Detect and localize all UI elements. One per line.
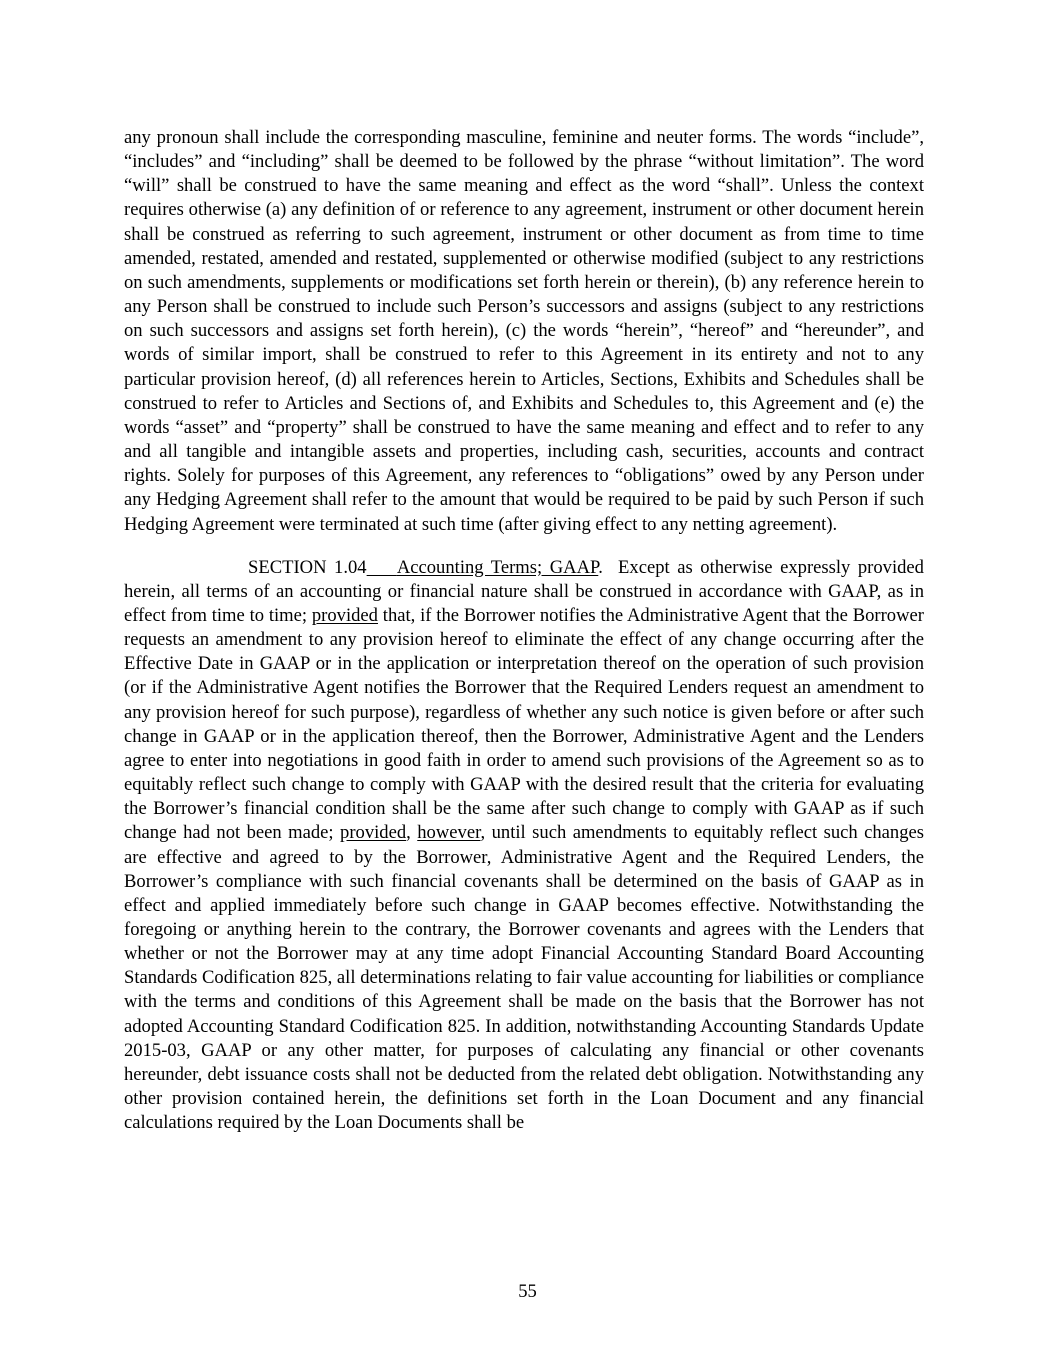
section-title: Accounting Terms; GAAP xyxy=(396,556,599,578)
document-page xyxy=(124,126,924,1135)
section-title-period: . xyxy=(598,556,619,578)
section-1-04-paragraph xyxy=(124,556,924,1136)
section-text-1: Except as otherwise expressly provided herein, all terms of an accounting or financial nature shall be construed in accordance with GAAP, as in effect from time to time; xyxy=(124,556,924,626)
page-number: 55 xyxy=(518,1281,537,1302)
comma-separator: , xyxy=(406,822,418,844)
paragraph-text: any pronoun shall include the corresponding masculine, feminine and neuter forms. The words “include”, “includes” and “including” shall be deemed to be followed by the phrase “without limitation”. The word “will” shall be construed to have the same meaning and effect as the word “shall”. Unless the context requires otherwise (a) any definition of or reference to any agreement, instrument or other document herein shall be construed as referring to such agreement, instrument or other document as from time to time amended, restated, amended and restated, supplemented or otherwise modified (subject to any restrictions on such amendments, supplements or modifications set forth herein or therein), (b) any reference herein to any Person shall be construed to include such Person’s successors and assigns (subject to any restrictions on such successors and assigns set forth herein), (c) the words “herein”, “hereof” and “hereunder”, and words of similar import, shall be construed to refer to this Agreement in its entirety and not to any particular provision hereof, (d) all references herein to Articles, Sections, Exhibits and Schedules shall be construed to refer to Articles and Sections of, and Exhibits and Schedules to, this Agreement and (e) the words “asset” and “property” shall be construed to have the same meaning and effect and to refer to any and all tangible and intangible assets and properties, including cash, securities, accounts and contract rights. Solely for purposes of this Agreement, any references to “obligations” owed by any Person under any Hedging Agreement shall refer to the amount that would be required to be paid by such Person if such Hedging Agreement were terminated at such time (after giving effect to any netting agreement). xyxy=(124,127,924,535)
section-title-gap xyxy=(367,557,397,578)
however-term: however xyxy=(417,822,481,844)
paragraph-continuation xyxy=(124,126,924,537)
section-number: SECTION 1.04 xyxy=(248,556,367,578)
provided-term-2: provided xyxy=(340,822,407,844)
section-text-3: until such amendments to equitably reflect such changes are effective and agreed to by the Borrower, Administrative Agent and the Required Lenders, the Borrower’s compliance with such financial covenants shall be determined on the basis of GAAP as in effect and applied immediately before such change in GAAP becomes effective. Notwithstanding the foregoing or anything herein to the contrary, the Borrower covenants and agrees with the Lenders that whether or not the Borrower may at any time adopt Financial Accounting Standard Board Accounting Standards Codification 825, all determinations relating to fair value accounting for liabilities or compliance with the terms and conditions of this Agreement shall be made on the basis that the Borrower has not adopted Accounting Standard Codification 825. In addition, notwithstanding Accounting Standards Update 2015-03, GAAP or any other matter, for purposes of calculating any financial or other covenants hereunder, debt issuance costs shall not be deducted from the related debt obligation. Notwithstanding any other provision contained herein, the definitions set forth in the Loan Document and any financial calculations required by the Loan Documents shall be xyxy=(124,822,925,1134)
section-text-2: that, if the Borrower notifies the Administrative Agent that the Borrower requests an amendment to any provision hereof to eliminate the effect of any change occurring after the Effective Date in GAAP or in the application or interpretation thereof on the operation of such provision (or if the Administrative Agent notifies the Borrower that the Required Lenders request an amendment to any provision hereof for such purpose), regardless of whether any such notice is given before or after such change in GAAP or in the application thereof, then the Borrower, Administrative Agent and the Lenders agree to enter into negotiations in good faith in order to amend such provisions of the Agreement so as to equitably reflect such change to comply with GAAP with the desired result that the criteria for evaluating the Borrower’s financial condition shall be the same after such change to comply with GAAP as if such change had not been made; xyxy=(124,604,924,844)
provided-term-1: provided xyxy=(311,604,378,626)
however-comma: , xyxy=(480,822,486,844)
